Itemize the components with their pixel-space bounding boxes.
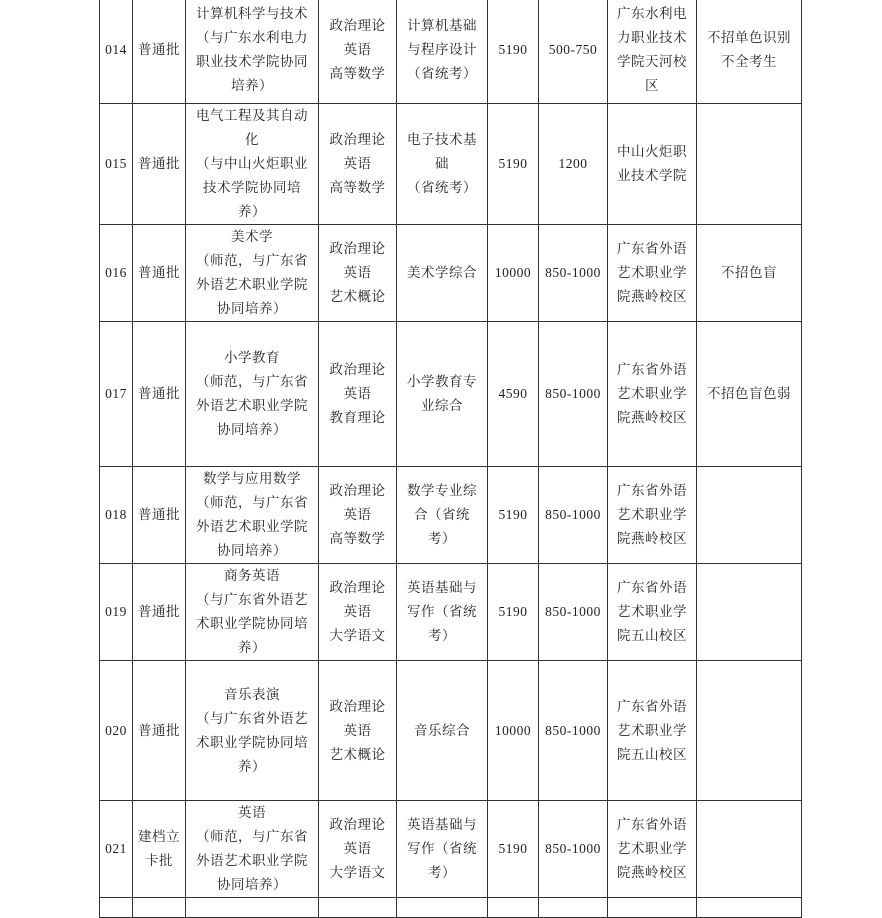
program-code-cell: 021 (100, 801, 133, 898)
campus-line: 区 (645, 78, 659, 94)
major-line: 技术学院协同培 (203, 180, 301, 196)
quota-range-cell: 850-1000 (539, 801, 608, 898)
specialty-exam-line: 考） (428, 531, 456, 547)
major-line: 协同培养） (217, 877, 287, 893)
exam-subjects-line: 高等数学 (329, 531, 386, 547)
batch-line: 普通批 (138, 156, 180, 172)
exam-subjects-line: 高等数学 (329, 180, 386, 196)
batch-cell (133, 322, 186, 467)
remarks-cell (697, 104, 802, 225)
exam-subjects-line: 政治理论 (329, 483, 386, 499)
exam-subjects-line: 艺术概论 (329, 746, 386, 763)
tuition-fee-cell: 5190 (488, 467, 539, 564)
specialty-exam-line: 写作（省统 (407, 604, 477, 620)
exam-subjects-cell (319, 225, 397, 322)
tuition-fee-cell: 5190 (488, 801, 539, 898)
program-code-cell: 014 (100, 0, 133, 104)
exam-subjects-line: 英语 (343, 42, 372, 58)
major-line: 培养） (231, 78, 273, 94)
major-line: 音乐表演 (224, 686, 280, 703)
major-line: 商务英语 (224, 568, 280, 584)
specialty-exam-line: 小学教育专 (407, 374, 477, 390)
major-cell (186, 898, 319, 918)
campus-line: 广东省外语 (617, 362, 687, 378)
remarks-cell (697, 564, 802, 661)
table-row (100, 898, 802, 918)
program-code-cell: 018 (100, 467, 133, 564)
table-row (100, 225, 802, 322)
major-line: 养） (238, 204, 266, 220)
quota-range-cell: 850-1000 (539, 564, 608, 661)
major-line: 小学教育 (224, 350, 280, 366)
specialty-exam-line: （省统考） (407, 66, 477, 82)
campus-line: 中山火炬职 (617, 144, 687, 160)
campus-line: 广东省外语 (617, 698, 687, 715)
campus-cell (608, 801, 697, 898)
tuition-fee-cell: 5190 (488, 104, 539, 225)
major-line: 协同培养） (217, 543, 287, 559)
major-line: 术职业学院协同培 (196, 616, 308, 632)
specialty-exam-cell (397, 801, 488, 898)
exam-subjects-cell (319, 467, 397, 564)
campus-line: 学院天河校 (617, 54, 687, 70)
batch-cell (133, 225, 186, 322)
table-row (100, 104, 802, 225)
specialty-exam-line: （省统考） (407, 180, 477, 196)
remarks-line: 不招色盲 (721, 265, 777, 281)
program-code-cell: 019 (100, 564, 133, 661)
exam-subjects-cell (319, 898, 397, 918)
campus-line: 艺术职业学 (617, 841, 687, 857)
exam-subjects-cell (319, 661, 397, 801)
exam-subjects-line: 政治理论 (329, 580, 386, 596)
exam-subjects-line: 艺术概论 (329, 289, 386, 305)
batch-cell (133, 0, 186, 104)
specialty-exam-line: 写作（省统 (407, 841, 477, 857)
exam-subjects-line: 英语 (343, 265, 372, 281)
specialty-exam-cell (397, 104, 488, 225)
campus-line: 广东省外语 (617, 483, 687, 499)
campus-line: 广东省外语 (617, 241, 687, 257)
exam-subjects-line: 政治理论 (329, 132, 386, 148)
major-line: （与广东省外语艺 (196, 710, 308, 727)
remarks-cell (697, 0, 802, 104)
campus-line: 广东水利电 (617, 6, 687, 22)
quota-range-cell (539, 898, 608, 918)
remarks-cell (697, 801, 802, 898)
major-line: 职业技术学院协同 (196, 54, 308, 70)
campus-line: 院五山校区 (617, 746, 687, 763)
specialty-exam-cell (397, 564, 488, 661)
campus-line: 院五山校区 (617, 628, 687, 644)
remarks-cell (697, 898, 802, 918)
program-code-cell (100, 898, 133, 918)
major-line: 协同培养） (217, 301, 287, 317)
batch-cell (133, 801, 186, 898)
batch-line: 普通批 (138, 386, 180, 402)
campus-line: 艺术职业学 (617, 265, 687, 281)
batch-cell (133, 564, 186, 661)
exam-subjects-line: 大学语文 (329, 628, 386, 644)
specialty-exam-line: 合（省统 (414, 507, 470, 523)
major-line: 养） (238, 758, 266, 775)
specialty-exam-line: 电子技术基 (407, 132, 477, 148)
specialty-exam-cell (397, 898, 488, 918)
major-line: 养） (238, 640, 266, 656)
major-cell (186, 322, 319, 467)
remarks-cell (697, 225, 802, 322)
major-cell (186, 564, 319, 661)
specialty-exam-line: 础 (435, 156, 449, 172)
campus-cell (608, 661, 697, 801)
major-line: 外语艺术职业学院 (196, 398, 308, 414)
campus-cell (608, 898, 697, 918)
tuition-fee-cell: 5190 (488, 564, 539, 661)
major-line: 外语艺术职业学院 (196, 277, 308, 293)
remarks-cell (697, 661, 802, 801)
major-cell (186, 0, 319, 104)
major-cell (186, 225, 319, 322)
major-line: 计算机科学与技术 (196, 6, 308, 22)
specialty-exam-line: 业综合 (421, 398, 463, 414)
specialty-exam-line: 英语基础与 (407, 817, 477, 833)
exam-subjects-line: 政治理论 (329, 241, 386, 257)
major-line: 外语艺术职业学院 (196, 853, 308, 869)
specialty-exam-cell (397, 467, 488, 564)
major-line: （师范，与广东省 (196, 253, 308, 269)
exam-subjects-line: 高等数学 (329, 66, 386, 82)
campus-cell (608, 0, 697, 104)
program-code-cell: 020 (100, 661, 133, 801)
batch-cell (133, 104, 186, 225)
tuition-fee-cell: 4590 (488, 322, 539, 467)
major-line: 协同培养） (217, 422, 287, 438)
table-row (100, 0, 802, 104)
campus-line: 艺术职业学 (617, 386, 687, 402)
quota-range-cell: 850-1000 (539, 467, 608, 564)
major-line: 电气工程及其自动 (196, 108, 308, 124)
table-row (100, 564, 802, 661)
table-row (100, 322, 802, 467)
exam-subjects-line: 英语 (343, 604, 372, 620)
campus-line: 艺术职业学 (617, 604, 687, 620)
major-line: 英语 (238, 805, 266, 821)
exam-subjects-line: 政治理论 (329, 817, 386, 833)
campus-cell (608, 467, 697, 564)
exam-subjects-line: 英语 (343, 156, 372, 172)
admissions-table-body (100, 0, 802, 918)
major-cell (186, 661, 319, 801)
campus-line: 力职业技术 (617, 30, 687, 46)
program-code-cell: 016 (100, 225, 133, 322)
remarks-line: 不招色盲色弱 (707, 386, 791, 402)
quota-range-cell: 850-1000 (539, 661, 608, 801)
major-line: （与广东水利电力 (196, 30, 308, 46)
table-row (100, 467, 802, 564)
specialty-exam-line: 计算机基础 (407, 18, 477, 34)
batch-line: 普通批 (138, 604, 180, 620)
specialty-exam-line: 数学专业综 (407, 483, 477, 499)
tuition-fee-cell: 10000 (488, 661, 539, 801)
exam-subjects-line: 政治理论 (329, 362, 386, 378)
exam-subjects-line: 政治理论 (329, 18, 386, 34)
exam-subjects-line: 教育理论 (329, 410, 386, 426)
remarks-line: 不招单色识别 (707, 30, 791, 46)
campus-line: 艺术职业学 (617, 507, 687, 523)
exam-subjects-line: 大学语文 (329, 865, 386, 881)
campus-cell (608, 564, 697, 661)
admissions-table (99, 0, 802, 918)
campus-line: 院燕岭校区 (617, 410, 687, 426)
major-line: 美术学 (231, 229, 273, 245)
batch-cell (133, 467, 186, 564)
campus-line: 院燕岭校区 (617, 289, 687, 305)
major-cell (186, 801, 319, 898)
campus-line: 院燕岭校区 (617, 531, 687, 547)
major-line: （师范，与广东省 (196, 374, 308, 390)
remarks-cell (697, 322, 802, 467)
major-line: （与中山火炬职业 (196, 156, 308, 172)
major-line: 外语艺术职业学院 (196, 519, 308, 535)
major-line: 数学与应用数学 (203, 471, 301, 487)
exam-subjects-line: 英语 (343, 722, 372, 739)
campus-line: 艺术职业学 (617, 722, 687, 739)
specialty-exam-cell (397, 225, 488, 322)
exam-subjects-line: 政治理论 (329, 698, 386, 715)
batch-line: 普通批 (138, 722, 180, 739)
specialty-exam-cell (397, 0, 488, 104)
specialty-exam-line: 与程序设计 (407, 42, 477, 58)
major-line: （与广东省外语艺 (196, 592, 308, 608)
table-row (100, 661, 802, 801)
specialty-exam-line: 美术学综合 (407, 265, 477, 281)
major-line: 术职业学院协同培 (196, 734, 308, 751)
exam-subjects-line: 英语 (343, 507, 372, 523)
major-line: 化 (245, 132, 259, 148)
remarks-line: 不全考生 (721, 54, 777, 70)
batch-line: 卡批 (145, 853, 173, 869)
specialty-exam-line: 英语基础与 (407, 580, 477, 596)
quota-range-cell: 850-1000 (539, 225, 608, 322)
batch-line: 普通批 (138, 507, 180, 523)
campus-line: 业技术学院 (617, 168, 687, 184)
batch-line: 普通批 (138, 265, 180, 281)
exam-subjects-cell (319, 104, 397, 225)
tuition-fee-cell: 5190 (488, 0, 539, 104)
batch-cell (133, 661, 186, 801)
tuition-fee-cell: 10000 (488, 225, 539, 322)
major-line: （师范，与广东省 (196, 495, 308, 511)
exam-subjects-cell (319, 0, 397, 104)
major-cell (186, 104, 319, 225)
specialty-exam-cell (397, 661, 488, 801)
specialty-exam-line: 考） (428, 628, 456, 644)
campus-line: 院燕岭校区 (617, 865, 687, 881)
batch-cell (133, 898, 186, 918)
specialty-exam-line: 音乐综合 (414, 722, 470, 739)
specialty-exam-cell (397, 322, 488, 467)
exam-subjects-cell (319, 322, 397, 467)
campus-line: 广东省外语 (617, 817, 687, 833)
campus-line: 广东省外语 (617, 580, 687, 596)
table-row (100, 801, 802, 898)
tuition-fee-cell (488, 898, 539, 918)
campus-cell (608, 322, 697, 467)
quota-range-cell: 1200 (539, 104, 608, 225)
specialty-exam-line: 考） (428, 865, 456, 881)
program-code-cell: 017 (100, 322, 133, 467)
campus-cell (608, 104, 697, 225)
exam-subjects-cell (319, 564, 397, 661)
campus-cell (608, 225, 697, 322)
remarks-cell (697, 467, 802, 564)
exam-subjects-line: 英语 (343, 841, 372, 857)
exam-subjects-cell (319, 801, 397, 898)
quota-range-cell: 500-750 (539, 0, 608, 104)
exam-subjects-line: 英语 (343, 386, 372, 402)
quota-range-cell: 850-1000 (539, 322, 608, 467)
batch-line: 普通批 (138, 42, 180, 58)
program-code-cell: 015 (100, 104, 133, 225)
batch-line: 建档立 (138, 829, 180, 845)
major-line: （师范，与广东省 (196, 829, 308, 845)
major-cell (186, 467, 319, 564)
